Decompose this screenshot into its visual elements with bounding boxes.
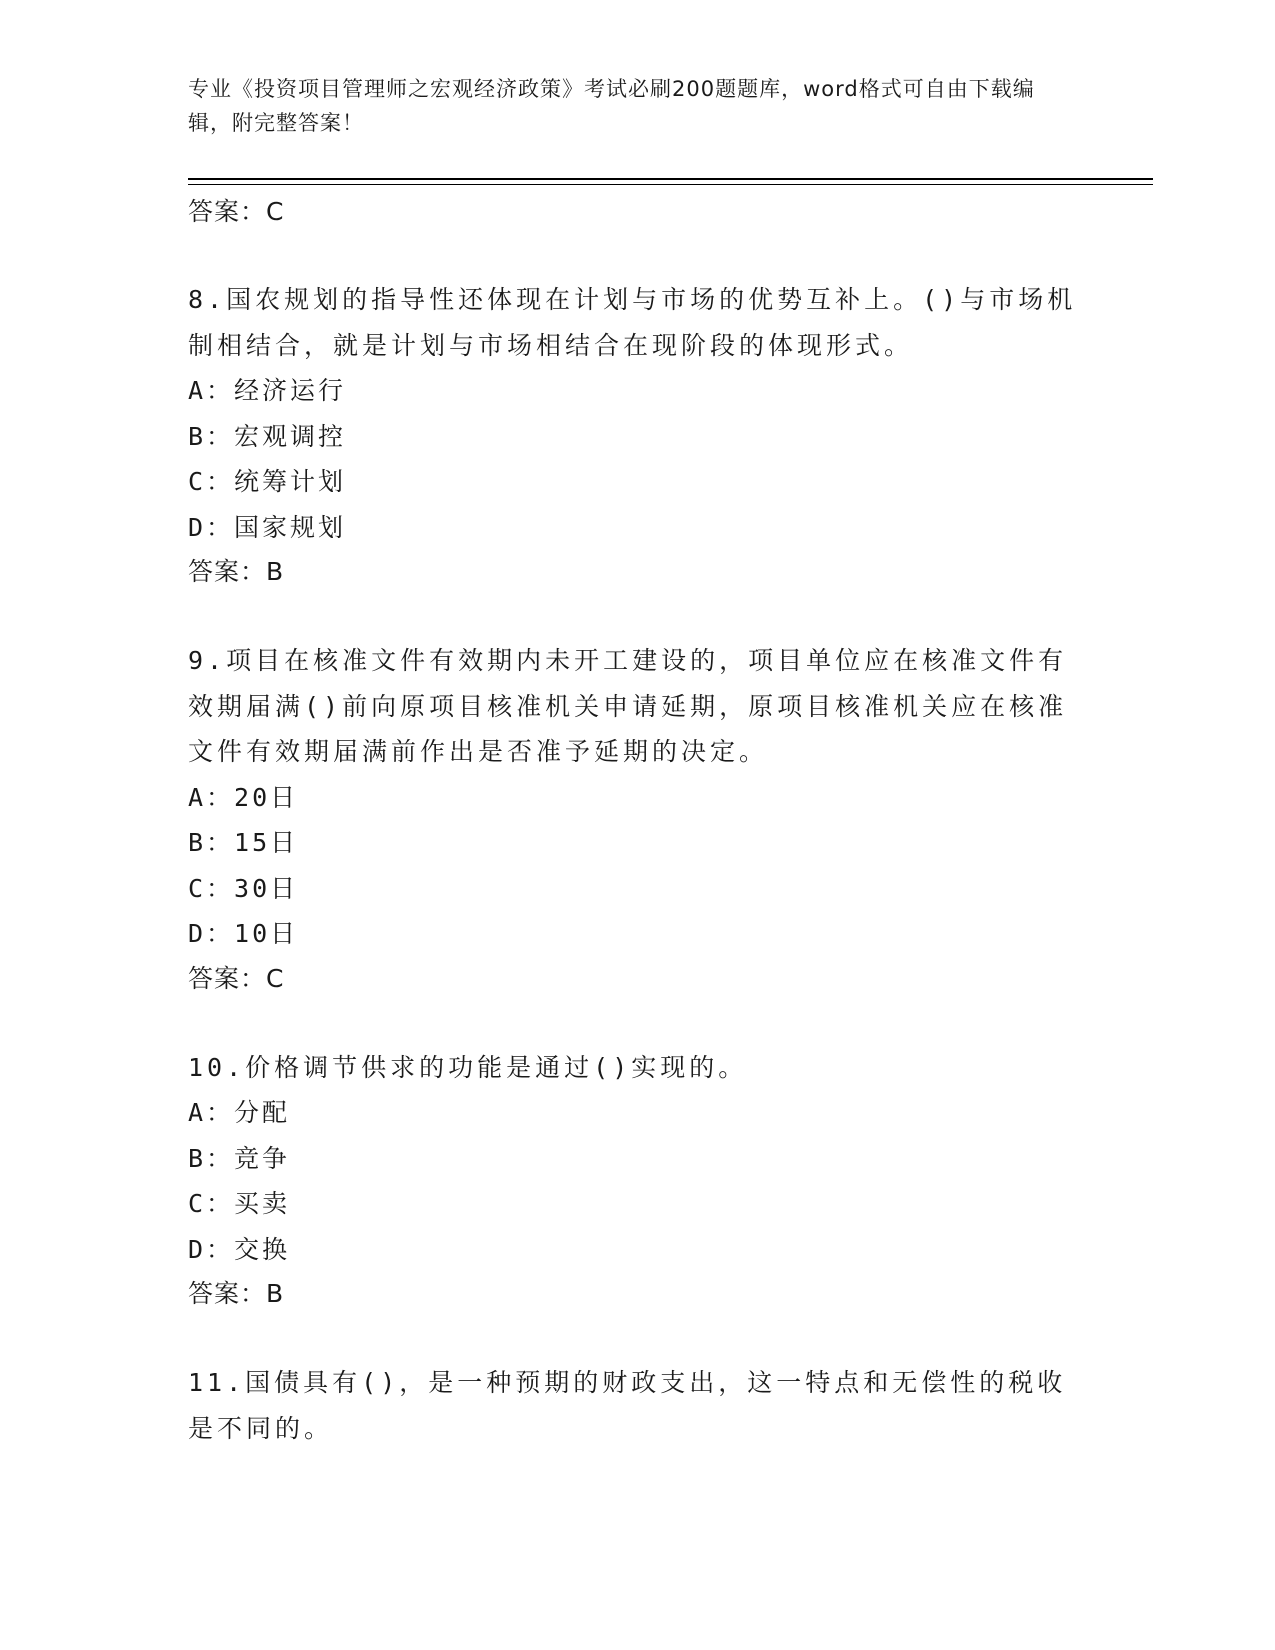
option-a: A：经济运行 [188,376,347,405]
option-b: B：竞争 [188,1143,291,1173]
answer-line: 答案：B [188,557,285,586]
option-c: C：统筹计划 [188,467,347,496]
option-d: D：交换 [188,1234,291,1264]
document-header: 专业《投资项目管理师之宏观经济政策》考试必刷200题题库，word格式可自由下载编辑，附完整答案！ [188,77,1035,135]
question-list [188,190,1088,1451]
header-divider [188,178,1153,180]
option-b: B：15日 [188,828,299,857]
option-d: D：10日 [188,919,299,948]
question-text: 11.国债具有()，是一种预期的财政支出，这一特点和无偿性的税收是不同的。 [188,1368,1067,1443]
option-c: C：30日 [188,873,299,903]
option-a: A：分配 [188,1098,291,1127]
answer-line: 答案：C [188,963,285,993]
question-block [188,638,1088,1001]
header-divider-thin [188,184,1153,185]
question-text: 8.国农规划的指导性还体现在计划与市场的优势互补上。()与市场机制相结合，就是计划与市场相结合在现阶段的体现形式。 [188,285,1077,360]
question-block [188,1045,1088,1317]
question-text: 10.价格调节供求的功能是通过()实现的。 [188,1052,748,1082]
answer-line: 答案：C [188,197,285,226]
question-block [188,1360,1088,1451]
option-b: B：宏观调控 [188,421,347,451]
question-block [188,277,1088,594]
option-d: D：国家规划 [188,512,347,542]
option-c: C：买卖 [188,1189,291,1218]
question-text: 9.项目在核准文件有效期内未开工建设的，项目单位应在核准文件有效期届满()前向原项目核准机关申请延期，原项目核准机关应在核准文件有效期届满前作出是否准予延期的决定。 [188,646,1068,766]
answer-line: 答案：B [188,1279,285,1308]
option-a: A：20日 [188,782,299,812]
